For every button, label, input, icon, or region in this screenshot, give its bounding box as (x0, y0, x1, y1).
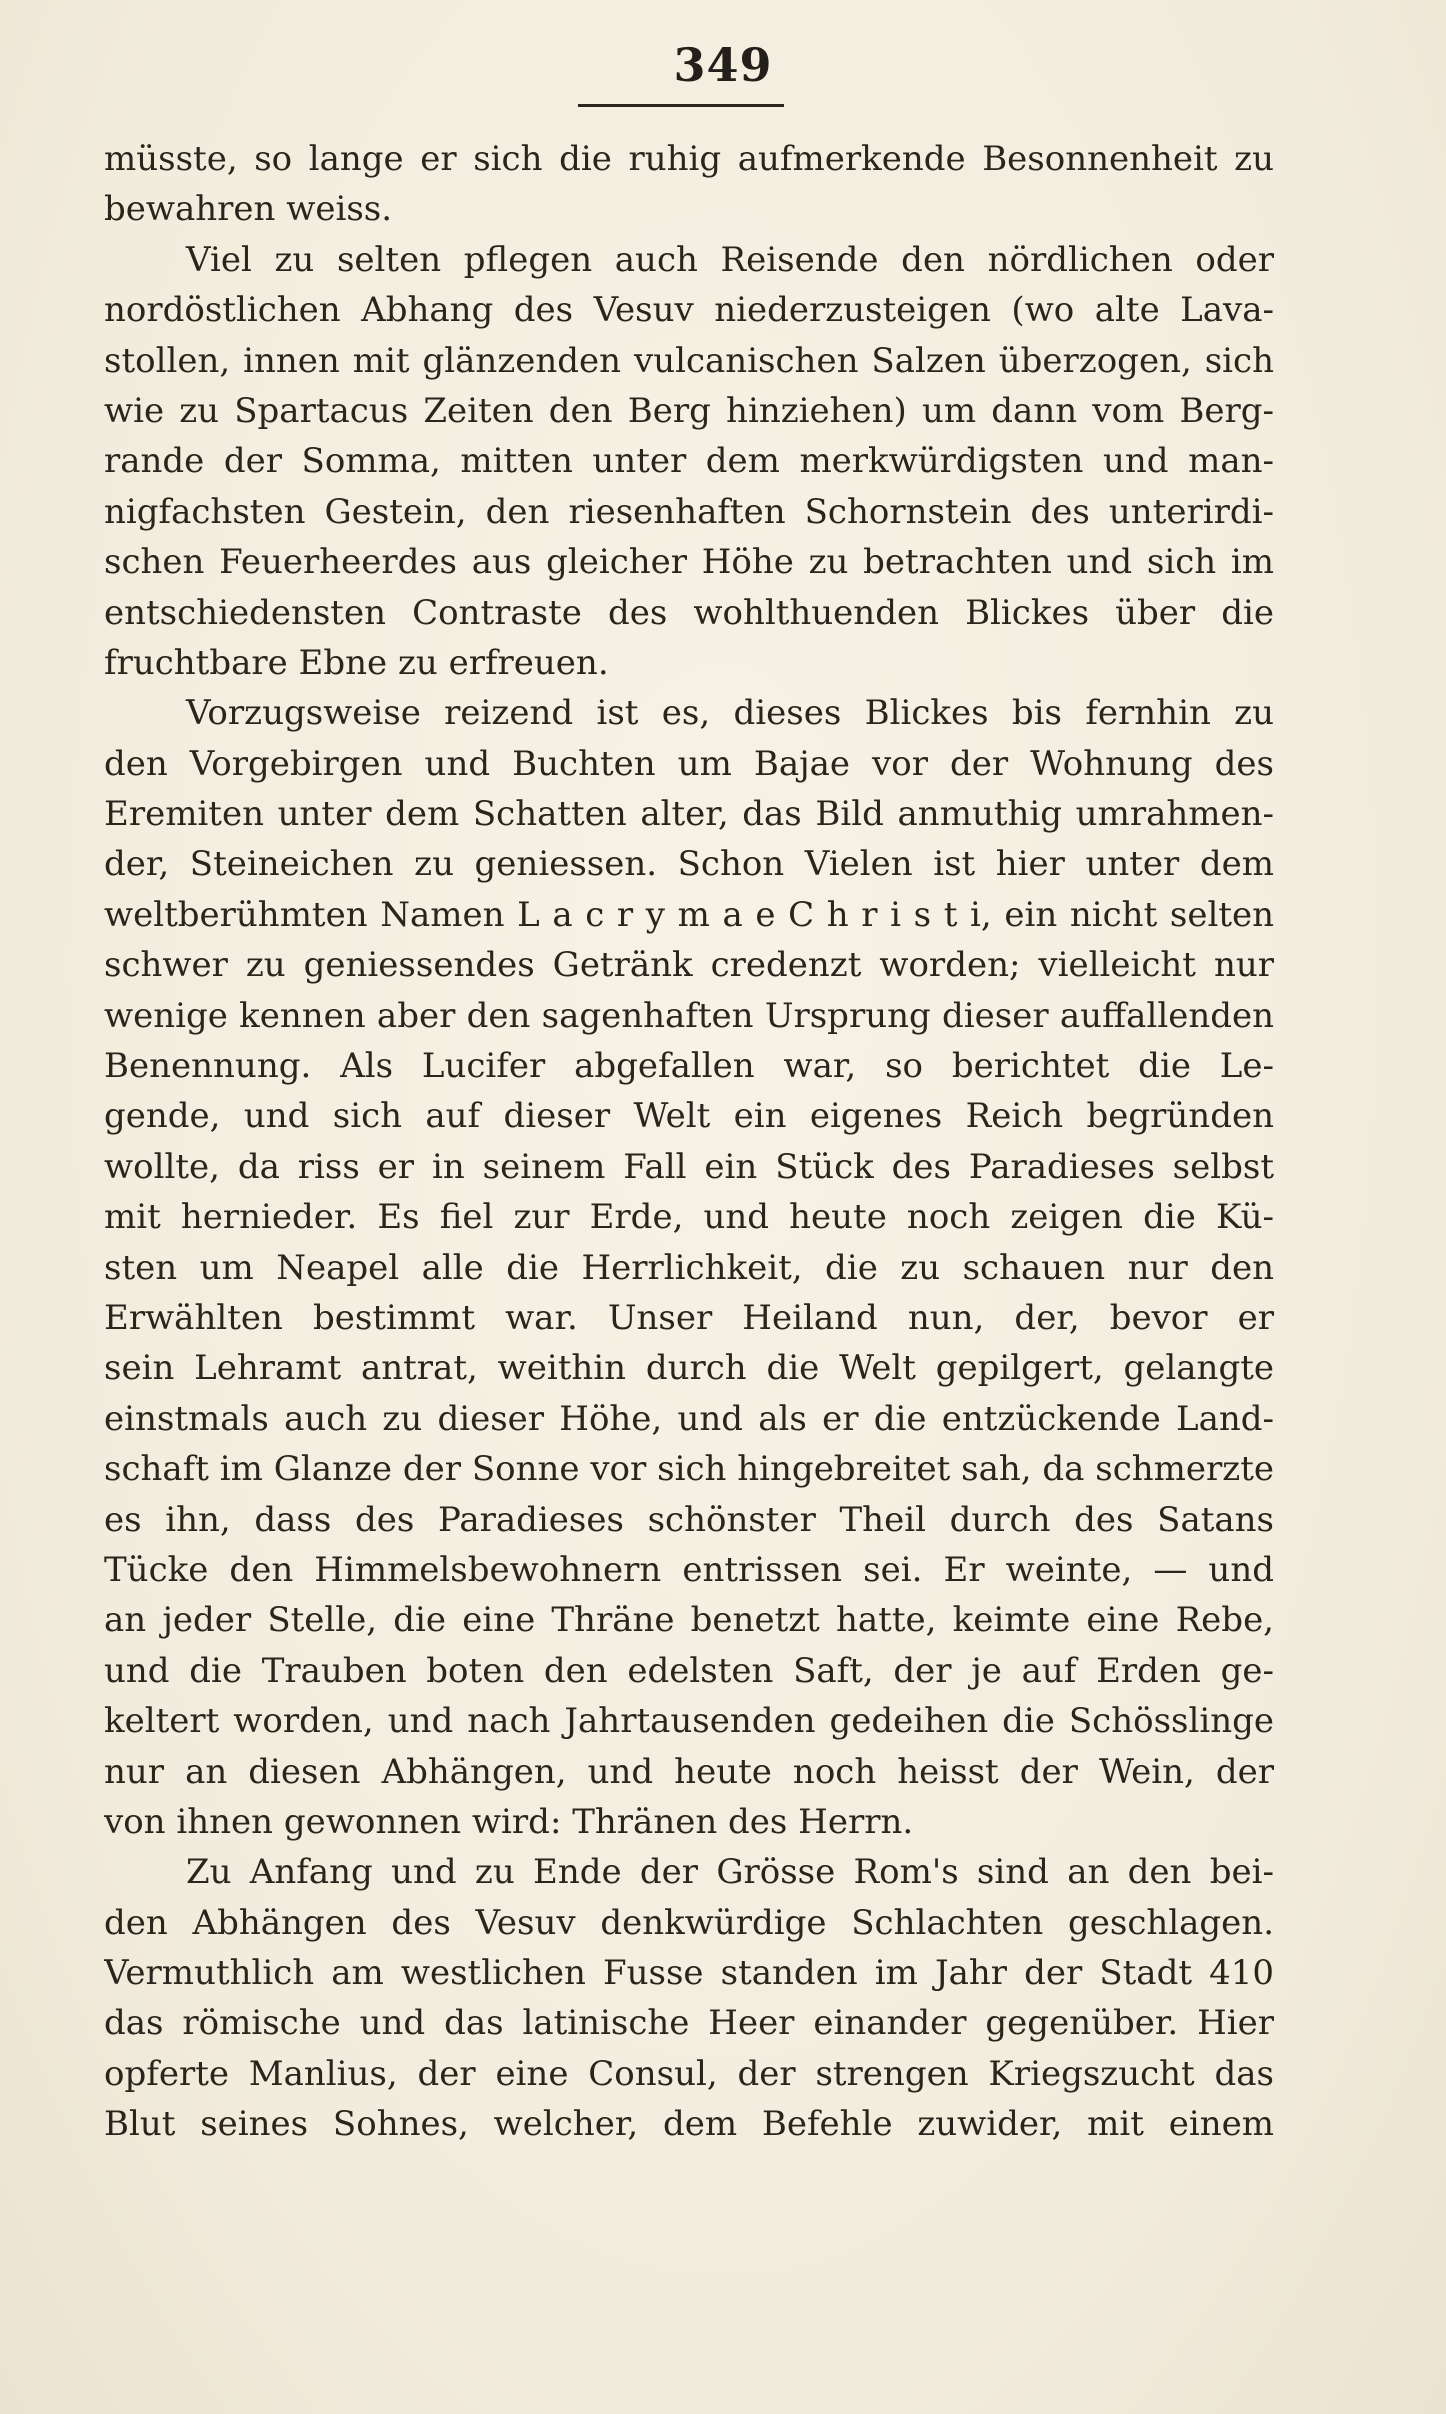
text-line: Viel zu selten pflegen auch Reisende den nördlichen oder (186, 239, 1274, 280)
text-line: wie zu Spartacus Zeiten den Berg hinziehen) um dann vom Berg- (104, 390, 1274, 431)
text-line: weltberühmten Namen L a c r y m a e C h r i s t i, ein nicht selten (104, 894, 1274, 935)
text-line: den Vorgebirgen und Buchten um Bajae vor der Wohnung des (104, 743, 1274, 784)
text-line: bewahren weiss. (104, 189, 393, 230)
text-line: und die Trauben boten den edelsten Saft, der je auf Erden ge- (104, 1650, 1274, 1691)
text-line: stollen, innen mit glänzenden vulcanischen Salzen überzogen, sich (104, 340, 1274, 381)
text-line: fruchtbare Ebne zu erfreuen. (104, 642, 609, 683)
text-line: schaft im Glanze der Sonne vor sich hingebreitet sah, da schmerzte (104, 1449, 1274, 1490)
page-header (0, 38, 1446, 92)
text-line: Zu Anfang und zu Ende der Grösse Rom's sind an den bei- (186, 1852, 1274, 1893)
header-rule (578, 104, 784, 107)
text-line: sein Lehramt antrat, weithin durch die Welt gepilgert, gelangte (104, 1348, 1274, 1389)
text-line: rande der Somma, mitten unter dem merkwürdigsten und man- (104, 441, 1274, 482)
text-line: schwer zu geniessendes Getränk credenzt worden; vielleicht nur (104, 945, 1274, 986)
text-line: mit hernieder. Es fiel zur Erde, und heute noch zeigen die Kü- (104, 1197, 1274, 1238)
text-line: einstmals auch zu dieser Höhe, und als er die entzückende Land- (104, 1398, 1274, 1439)
text-line: entschiedensten Contraste des wohlthuenden Blickes über die (104, 592, 1274, 633)
body-text (104, 134, 1274, 2150)
text-line: nigfachsten Gestein, den riesenhaften Schornstein des unterirdi- (104, 491, 1274, 532)
text-line: sten um Neapel alle die Herrlichkeit, die zu schauen nur den (104, 1247, 1274, 1288)
text-line: der, Steineichen zu geniessen. Schon Vielen ist hier unter dem (104, 844, 1274, 885)
text-line: wenige kennen aber den sagenhaften Ursprung dieser auffallenden (104, 995, 1274, 1036)
text-line: schen Feuerheerdes aus gleicher Höhe zu betrachten und sich im (104, 542, 1274, 583)
text-line: nordöstlichen Abhang des Vesuv niederzusteigen (wo alte Lava- (104, 290, 1274, 331)
text-line: Benennung. Als Lucifer abgefallen war, so berichtet die Le- (104, 1046, 1274, 1087)
text-line: keltert worden, und nach Jahrtausenden gedeihen die Schösslinge (104, 1701, 1274, 1742)
text-line: den Abhängen des Vesuv denkwürdige Schlachten geschlagen. (104, 1902, 1274, 1943)
text-line: opferte Manlius, der eine Consul, der strengen Kriegszucht das (104, 2053, 1274, 2094)
text-line: Vermuthlich am westlichen Fusse standen im Jahr der Stadt 410 (104, 1953, 1274, 1994)
text-line: müsste, so lange er sich die ruhig aufmerkende Besonnenheit zu (104, 139, 1274, 179)
text-line: gende, und sich auf dieser Welt ein eigenes Reich begründen (104, 1096, 1274, 1137)
text-line: nur an diesen Abhängen, und heute noch heisst der Wein, der (104, 1751, 1274, 1792)
text-line: das römische und das latinische Heer einander gegenüber. Hier (104, 2003, 1274, 2044)
text-line: Vorzugsweise reizend ist es, dieses Blickes bis fernhin zu (186, 693, 1274, 734)
text-line: es ihn, dass des Paradieses schönster Theil durch des Satans (104, 1499, 1274, 1540)
text-line: Tücke den Himmelsbewohnern entrissen sei. Er weinte, — und (104, 1549, 1274, 1590)
page-number: 349 (673, 38, 773, 92)
text-line: wollte, da riss er in seinem Fall ein Stück des Paradieses selbst (104, 1146, 1274, 1187)
text-line: an jeder Stelle, die eine Thräne benetzt hatte, keimte eine Rebe, (104, 1600, 1274, 1641)
text-line: Blut seines Sohnes, welcher, dem Befehle zuwider, mit einem (104, 2104, 1274, 2145)
text-line: Erwählten bestimmt war. Unser Heiland nun, der, bevor er (104, 1297, 1274, 1338)
text-line: von ihnen gewonnen wird: Thränen des Herrn. (104, 1801, 914, 1842)
text-line: Eremiten unter dem Schatten alter, das Bild anmuthig umrahmen- (104, 794, 1274, 835)
